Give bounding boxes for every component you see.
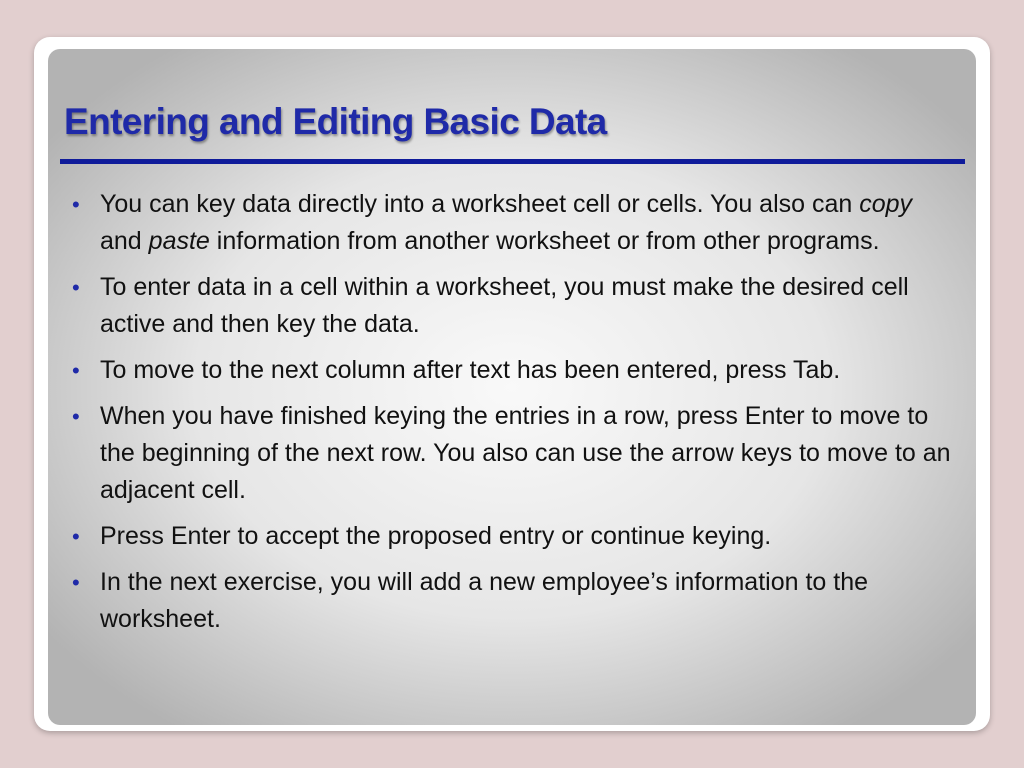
bullet-text: To move to the next column after text has been entered, press Tab.: [100, 356, 841, 384]
bullet-dot: •: [72, 404, 80, 429]
bullet-emphasis-copy: copy: [859, 190, 913, 218]
title-divider: [60, 159, 965, 164]
bullet-item: [72, 518, 952, 555]
bullet-dot: •: [72, 524, 80, 549]
bullet-dot: •: [72, 192, 80, 217]
bullet-item: [72, 186, 952, 260]
bullet-text: To enter data in a cell within a worksheet, you must make the desired cell active and then key the data.: [100, 273, 909, 338]
bullet-list: [72, 186, 952, 647]
bullet-item: [72, 269, 952, 343]
bullet-text: In the next exercise, you will add a new employee’s information to the worksheet.: [100, 568, 869, 633]
bullet-dot: •: [72, 275, 80, 300]
bullet-item: [72, 398, 952, 509]
slide-panel: [48, 49, 976, 725]
bullet-text: When you have finished keying the entries in a row, press Enter to move to the beginning of the next row. You also can use the arrow keys to move to an adjacent cell.: [100, 402, 951, 504]
slide-title: Entering and Editing Basic Data: [64, 101, 607, 142]
bullet-text: and: [100, 227, 149, 255]
bullet-item: [72, 352, 952, 389]
bullet-emphasis-paste: paste: [148, 227, 210, 255]
bullet-dot: •: [72, 358, 80, 383]
bullet-text: You can key data directly into a worksheet cell or cells. You also can: [100, 190, 860, 218]
bullet-item: [72, 564, 952, 638]
bullet-text: information from another worksheet or from other programs.: [209, 227, 880, 255]
bullet-text: Press Enter to accept the proposed entry or continue keying.: [100, 522, 772, 550]
bullet-dot: •: [72, 570, 80, 595]
